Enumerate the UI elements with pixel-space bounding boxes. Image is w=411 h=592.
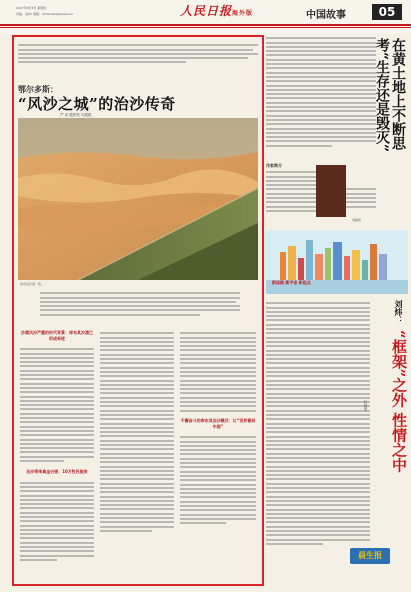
body-column-2 bbox=[100, 330, 174, 534]
section-title: 中国故事 bbox=[306, 10, 346, 21]
story-lead bbox=[18, 42, 258, 73]
brand-logo-text: 晨生报 bbox=[358, 551, 382, 560]
story-headline: “风沙之城”的治沙传奇 bbox=[18, 95, 176, 113]
photo-caption: 库布其沙漠一角。 bbox=[20, 282, 45, 286]
desert-aerial-photo bbox=[18, 118, 258, 280]
subhead-2: 治沙带来真金白银：10万牧民脱贫 bbox=[26, 469, 88, 475]
second-article-text bbox=[266, 300, 370, 547]
second-title: “框架”之外 性情之中 bbox=[390, 330, 408, 473]
author-name: 刘慈欣 bbox=[352, 218, 362, 222]
feature-title: 在黄土地上不断思考“生存还是毁灭” bbox=[374, 38, 406, 153]
second-byline: 叶继楼 bbox=[364, 400, 368, 411]
logo-text: 人民日报 bbox=[180, 4, 233, 18]
brand-logo bbox=[350, 548, 390, 564]
second-title-vertical bbox=[372, 330, 408, 560]
newspaper-logo bbox=[180, 2, 253, 19]
banner-caption: 新丝路 新宇宙 新起点 bbox=[272, 280, 311, 285]
body-column-3 bbox=[180, 330, 256, 526]
story-kicker: 鄂尔多斯： bbox=[18, 85, 58, 94]
author-label: 作家简介 bbox=[266, 163, 282, 168]
author-portrait bbox=[316, 165, 346, 217]
essay-text-block bbox=[266, 35, 376, 160]
editor-line: 责编：刘XX 邮箱：rmrbhwb@people.cn bbox=[16, 12, 74, 16]
story-byline: 严 冰 殷梦昊 乌媛媛 bbox=[60, 113, 92, 117]
header-rule bbox=[0, 24, 411, 26]
feature-title-vertical bbox=[376, 38, 406, 178]
header-rule-thin bbox=[0, 27, 411, 28]
desert-photo-image bbox=[18, 118, 258, 280]
body-column-1 bbox=[20, 330, 94, 563]
page-number: 05 bbox=[372, 4, 402, 20]
subhead-1: 沙漠风沙严重的时代背景：库布其沙漠已形成奇迹 bbox=[21, 330, 93, 341]
second-title-prefix: 刘炜： bbox=[394, 300, 404, 324]
subhead-3: 不懈奋斗的库布其治沙模式：让“世界看到中国” bbox=[180, 417, 256, 429]
date-line: 2017年8月3日 星期四 bbox=[16, 6, 47, 10]
logo-suffix: 海外版 bbox=[232, 10, 254, 17]
story-intro bbox=[40, 290, 240, 318]
